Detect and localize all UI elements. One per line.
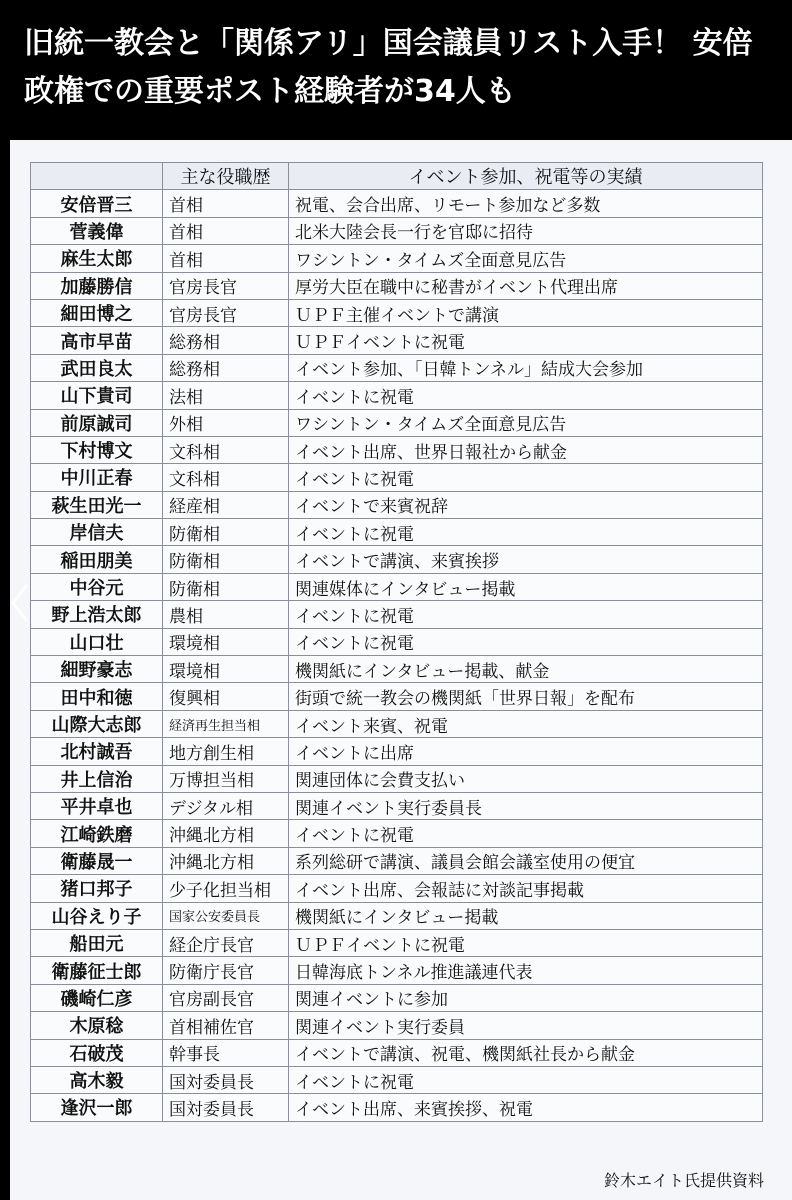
table-row	[31, 519, 763, 546]
legislator-name: 井上信治	[31, 765, 163, 792]
legislator-activity: イベントに祝電	[289, 628, 763, 655]
legislator-activity: イベントに祝電	[289, 519, 763, 546]
legislator-activity: イベントで講演、祝電、機関紙社長から献金	[289, 1039, 763, 1066]
legislator-name: 細田博之	[31, 299, 163, 326]
table-row	[31, 1039, 763, 1066]
legislator-post: 防衛相	[163, 573, 289, 600]
legislator-name: 中川正春	[31, 464, 163, 491]
table-row	[31, 1094, 763, 1121]
table-row	[31, 217, 763, 244]
table-row	[31, 765, 763, 792]
legislator-activity: 厚労大臣在職中に秘書がイベント代理出席	[289, 272, 763, 299]
legislator-activity: イベント参加、「日韓トンネル」結成大会参加	[289, 354, 763, 381]
legislator-post: 万博担当相	[163, 765, 289, 792]
legislator-post: 首相補佐官	[163, 1012, 289, 1039]
legislator-name: 高木毅	[31, 1066, 163, 1093]
legislator-activity: イベントに祝電	[289, 382, 763, 409]
legislator-post: 幹事長	[163, 1039, 289, 1066]
legislator-name: 高市早苗	[31, 327, 163, 354]
legislator-name: 武田良太	[31, 354, 163, 381]
legislator-post: 国対委員長	[163, 1066, 289, 1093]
chevron-left-icon	[9, 581, 31, 625]
table-row	[31, 628, 763, 655]
column-header-post: 主な役職歴	[163, 163, 289, 190]
table-row	[31, 327, 763, 354]
legislator-post: 文科相	[163, 464, 289, 491]
table-row	[31, 957, 763, 984]
legislator-name: 麻生太郎	[31, 245, 163, 272]
legislator-activity: 機関紙にインタビュー掲載	[289, 902, 763, 929]
legislator-name: 山谷えり子	[31, 902, 163, 929]
table-row	[31, 190, 763, 217]
column-header-name	[31, 163, 163, 190]
legislator-activity: 系列総研で講演、議員会館会議室使用の便宜	[289, 847, 763, 874]
legislator-post: 官房長官	[163, 299, 289, 326]
legislator-post: 復興相	[163, 683, 289, 710]
column-header-activity: イベント参加、祝電等の実績	[289, 163, 763, 190]
table-row	[31, 656, 763, 683]
legislator-activity: イベント出席、会報誌に対談記事掲載	[289, 875, 763, 902]
prev-image-button[interactable]	[0, 575, 40, 631]
table-row	[31, 929, 763, 956]
legislator-name: 山下貴司	[31, 382, 163, 409]
table-row	[31, 683, 763, 710]
legislator-name: 安倍晋三	[31, 190, 163, 217]
table-row	[31, 902, 763, 929]
legislator-activity: 関連媒体にインタビュー掲載	[289, 573, 763, 600]
legislator-post: 環境相	[163, 628, 289, 655]
table-row	[31, 436, 763, 463]
legislator-post: 農相	[163, 601, 289, 628]
table-header-row	[31, 163, 763, 190]
legislator-post: 法相	[163, 382, 289, 409]
table-row	[31, 409, 763, 436]
legislator-activity: 関連団体に会費支払い	[289, 765, 763, 792]
legislator-table-container	[30, 162, 762, 1122]
legislator-name: 山際大志郎	[31, 710, 163, 737]
legislator-name: 田中和徳	[31, 683, 163, 710]
legislator-activity: イベントに出席	[289, 738, 763, 765]
legislator-name: 山口壮	[31, 628, 163, 655]
legislator-post: 沖縄北方相	[163, 847, 289, 874]
legislator-activity: ＵＰＦイベントに祝電	[289, 327, 763, 354]
legislator-activity: イベント出席、世界日報社から献金	[289, 436, 763, 463]
legislator-post: 文科相	[163, 436, 289, 463]
legislator-activity: ＵＰＦイベントに祝電	[289, 929, 763, 956]
table-row	[31, 382, 763, 409]
legislator-post: 総務相	[163, 327, 289, 354]
legislator-name: 逢沢一郎	[31, 1094, 163, 1121]
legislator-name: 猪口邦子	[31, 875, 163, 902]
table-row	[31, 820, 763, 847]
legislator-activity: イベントに祝電	[289, 820, 763, 847]
legislator-post: 沖縄北方相	[163, 820, 289, 847]
legislator-table	[30, 162, 763, 1122]
legislator-name: 石破茂	[31, 1039, 163, 1066]
table-row	[31, 546, 763, 573]
legislator-post: 環境相	[163, 656, 289, 683]
article-title: 旧統一教会と「関係アリ」国会議員リスト入手！ 安倍政権での重要ポスト経験者が34人も	[24, 26, 753, 109]
table-row	[31, 272, 763, 299]
table-row	[31, 792, 763, 819]
legislator-activity: 日韓海底トンネル推進議連代表	[289, 957, 763, 984]
legislator-name: 衛藤征士郎	[31, 957, 163, 984]
table-row	[31, 245, 763, 272]
article-header	[0, 0, 792, 140]
legislator-activity: 関連イベント実行委員	[289, 1012, 763, 1039]
legislator-post: 国家公安委員長	[163, 902, 289, 929]
legislator-activity: ワシントン・タイムズ全面意見広告	[289, 409, 763, 436]
legislator-name: 細野豪志	[31, 656, 163, 683]
legislator-post: 防衛相	[163, 519, 289, 546]
table-row	[31, 354, 763, 381]
legislator-activity: ＵＰＦ主催イベントで講演	[289, 299, 763, 326]
legislator-name: 萩生田光一	[31, 491, 163, 518]
legislator-activity: イベント出席、来賓挨拶、祝電	[289, 1094, 763, 1121]
table-row	[31, 1066, 763, 1093]
legislator-activity: イベントで講演、来賓挨拶	[289, 546, 763, 573]
legislator-name: 衛藤晟一	[31, 847, 163, 874]
legislator-name: 稲田朋美	[31, 546, 163, 573]
legislator-activity: 機関紙にインタビュー掲載、献金	[289, 656, 763, 683]
legislator-post: 防衛相	[163, 546, 289, 573]
legislator-post: 経済再生担当相	[163, 710, 289, 737]
legislator-activity: 関連イベントに参加	[289, 984, 763, 1011]
table-row	[31, 738, 763, 765]
legislator-name: 江崎鉄磨	[31, 820, 163, 847]
legislator-post: 首相	[163, 217, 289, 244]
legislator-post: 官房副長官	[163, 984, 289, 1011]
legislator-name: 下村博文	[31, 436, 163, 463]
table-row	[31, 573, 763, 600]
legislator-post: 少子化担当相	[163, 875, 289, 902]
legislator-post: 首相	[163, 245, 289, 272]
legislator-name: 中谷元	[31, 573, 163, 600]
legislator-name: 野上浩太郎	[31, 601, 163, 628]
legislator-name: 磯崎仁彦	[31, 984, 163, 1011]
legislator-post: 経産相	[163, 491, 289, 518]
legislator-activity: 関連イベント実行委員長	[289, 792, 763, 819]
legislator-post: デジタル相	[163, 792, 289, 819]
legislator-name: 加藤勝信	[31, 272, 163, 299]
legislator-activity: イベントで来賓祝辞	[289, 491, 763, 518]
legislator-name: 前原誠司	[31, 409, 163, 436]
legislator-name: 北村誠吾	[31, 738, 163, 765]
legislator-post: 外相	[163, 409, 289, 436]
legislator-post: 防衛庁長官	[163, 957, 289, 984]
table-row	[31, 299, 763, 326]
legislator-name: 岸信夫	[31, 519, 163, 546]
table-row	[31, 1012, 763, 1039]
legislator-name: 平井卓也	[31, 792, 163, 819]
legislator-activity: ワシントン・タイムズ全面意見広告	[289, 245, 763, 272]
legislator-activity: イベントに祝電	[289, 601, 763, 628]
source-credit: 鈴木エイト氏提供資料	[603, 1171, 764, 1190]
legislator-post: 国対委員長	[163, 1094, 289, 1121]
legislator-name: 船田元	[31, 929, 163, 956]
table-row	[31, 984, 763, 1011]
legislator-post: 官房長官	[163, 272, 289, 299]
legislator-activity: イベントに祝電	[289, 1066, 763, 1093]
legislator-post: 地方創生相	[163, 738, 289, 765]
legislator-post: 首相	[163, 190, 289, 217]
legislator-activity: イベントに祝電	[289, 464, 763, 491]
legislator-name: 菅義偉	[31, 217, 163, 244]
legislator-activity: 祝電、会合出席、リモート参加など多数	[289, 190, 763, 217]
table-row	[31, 464, 763, 491]
legislator-activity: イベント来賓、祝電	[289, 710, 763, 737]
table-row	[31, 601, 763, 628]
legislator-post: 経企庁長官	[163, 929, 289, 956]
legislator-activity: 北米大陸会長一行を官邸に招待	[289, 217, 763, 244]
table-row	[31, 491, 763, 518]
legislator-name: 木原稔	[31, 1012, 163, 1039]
table-row	[31, 847, 763, 874]
table-row	[31, 710, 763, 737]
legislator-post: 総務相	[163, 354, 289, 381]
legislator-activity: 街頭で統一教会の機関紙「世界日報」を配布	[289, 683, 763, 710]
table-row	[31, 875, 763, 902]
